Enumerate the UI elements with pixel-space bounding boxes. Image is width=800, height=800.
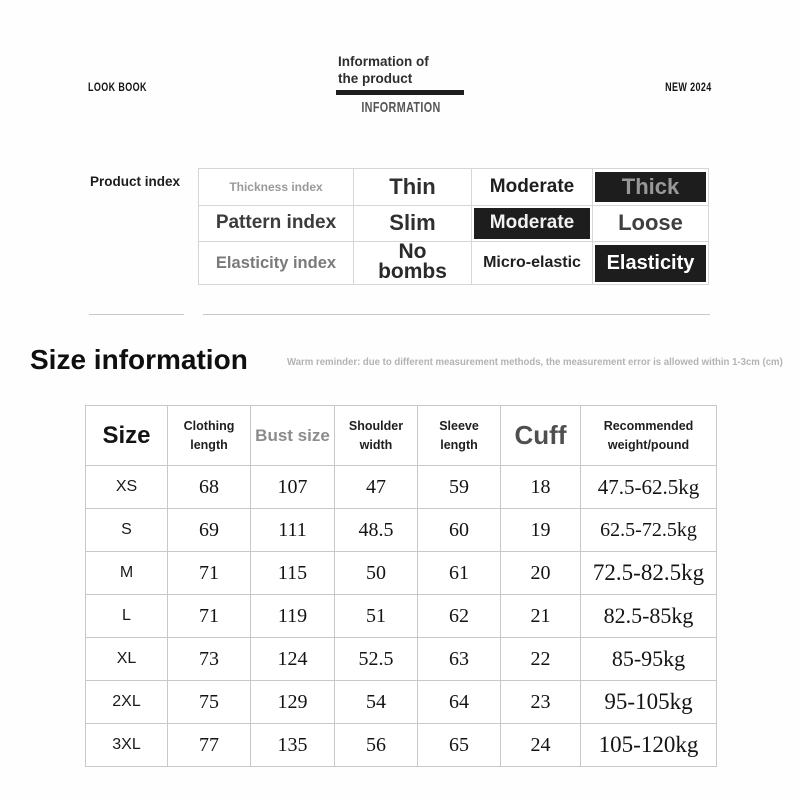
- header-title-block: [336, 53, 466, 116]
- size-value-cell: 60: [418, 509, 501, 552]
- header-title-line2: the product: [338, 71, 413, 86]
- size-value-cell: 95-105kg: [581, 681, 717, 724]
- size-value-cell: 111: [251, 509, 335, 552]
- size-value-cell: 124: [251, 638, 335, 681]
- index-option-label: Thin: [389, 173, 436, 199]
- size-table-header-cell: Sleeve length: [418, 406, 501, 466]
- size-value-cell: 119: [251, 595, 335, 638]
- index-option-selected: [472, 205, 593, 242]
- size-value-cell: 23: [501, 681, 581, 724]
- size-value-cell: 77: [168, 724, 251, 767]
- index-option-label: Micro-elastic: [483, 254, 581, 272]
- index-option: [472, 242, 593, 285]
- size-label-cell: L: [86, 595, 168, 638]
- size-table-row: [86, 638, 717, 681]
- size-reminder-text: Warm reminder: due to different measurement methods, the measurement error is allowed within 1-3cm (cm): [287, 357, 783, 368]
- product-index-table: [198, 168, 709, 285]
- product-index-row: [199, 205, 709, 242]
- index-option-selected: [593, 242, 709, 285]
- index-option-label: Loose: [618, 210, 683, 236]
- index-option: [354, 205, 472, 242]
- divider-short: [89, 314, 184, 315]
- size-label-cell: S: [86, 509, 168, 552]
- divider-long: [203, 314, 710, 315]
- index-option-label: Slim: [389, 210, 436, 236]
- size-value-cell: 75: [168, 681, 251, 724]
- size-value-cell: 62.5-72.5kg: [581, 509, 717, 552]
- size-value-cell: 24: [501, 724, 581, 767]
- size-label-cell: XS: [86, 466, 168, 509]
- size-value-cell: 18: [501, 466, 581, 509]
- title-underline-bar: [336, 90, 464, 95]
- index-name-cell: Thickness index: [199, 169, 354, 206]
- size-label-cell: XL: [86, 638, 168, 681]
- index-option: [354, 242, 472, 285]
- product-index-label: Product index: [90, 174, 181, 189]
- size-table-head: [86, 406, 717, 466]
- size-label-cell: M: [86, 552, 168, 595]
- size-table-body: [86, 466, 717, 767]
- size-table-header-cell: Cuff: [501, 406, 581, 466]
- index-option-label: Elasticity: [595, 245, 706, 282]
- size-value-cell: 107: [251, 466, 335, 509]
- lookbook-label: LOOK BOOK: [88, 82, 147, 94]
- size-table-row: [86, 724, 717, 767]
- index-option: [472, 169, 593, 206]
- index-option-label: Thick: [595, 172, 706, 203]
- size-value-cell: 48.5: [335, 509, 418, 552]
- size-table-header-cell: Clothing length: [168, 406, 251, 466]
- size-label-cell: 2XL: [86, 681, 168, 724]
- size-table-row: [86, 466, 717, 509]
- size-label-cell: 3XL: [86, 724, 168, 767]
- size-table: [85, 405, 717, 767]
- size-table-header-row: [86, 406, 717, 466]
- new-2024-label: NEW 2024: [665, 82, 712, 94]
- product-index-body: [199, 169, 709, 285]
- size-value-cell: 21: [501, 595, 581, 638]
- index-option: [593, 205, 709, 242]
- size-value-cell: 129: [251, 681, 335, 724]
- index-option-label: Moderate: [489, 175, 575, 197]
- size-value-cell: 56: [335, 724, 418, 767]
- size-table-row: [86, 595, 717, 638]
- size-value-cell: 115: [251, 552, 335, 595]
- size-value-cell: 82.5-85kg: [581, 595, 717, 638]
- index-option-selected: [593, 169, 709, 206]
- size-value-cell: 69: [168, 509, 251, 552]
- size-value-cell: 68: [168, 466, 251, 509]
- size-value-cell: 71: [168, 552, 251, 595]
- size-value-cell: 22: [501, 638, 581, 681]
- size-value-cell: 51: [335, 595, 418, 638]
- size-value-cell: 63: [418, 638, 501, 681]
- size-value-cell: 47.5-62.5kg: [581, 466, 717, 509]
- size-value-cell: 61: [418, 552, 501, 595]
- size-table-header-cell: Size: [86, 406, 168, 466]
- size-table-header-cell: Recommended weight/pound: [581, 406, 717, 466]
- size-value-cell: 65: [418, 724, 501, 767]
- index-name-cell: Elasticity index: [199, 242, 354, 285]
- size-value-cell: 62: [418, 595, 501, 638]
- size-table-row: [86, 552, 717, 595]
- size-value-cell: 135: [251, 724, 335, 767]
- size-table-row: [86, 509, 717, 552]
- header-title-line1: Information of: [338, 54, 429, 69]
- size-value-cell: 19: [501, 509, 581, 552]
- size-section-title: Size information: [30, 344, 248, 375]
- size-value-cell: 59: [418, 466, 501, 509]
- size-value-cell: 50: [335, 552, 418, 595]
- size-value-cell: 54: [335, 681, 418, 724]
- product-index-row: [199, 169, 709, 206]
- size-value-cell: 73: [168, 638, 251, 681]
- size-value-cell: 52.5: [335, 638, 418, 681]
- header-subtitle: INFORMATION: [361, 98, 441, 116]
- size-value-cell: 20: [501, 552, 581, 595]
- size-value-cell: 72.5-82.5kg: [581, 552, 717, 595]
- size-table-header-cell: Shoulder width: [335, 406, 418, 466]
- size-table-row: [86, 681, 717, 724]
- size-value-cell: 85-95kg: [581, 638, 717, 681]
- index-option-label: Moderate: [474, 208, 590, 239]
- size-value-cell: 105-120kg: [581, 724, 717, 767]
- size-value-cell: 71: [168, 595, 251, 638]
- size-table-header-cell: Bust size: [251, 406, 335, 466]
- size-value-cell: 47: [335, 466, 418, 509]
- size-value-cell: 64: [418, 681, 501, 724]
- index-option-label: No bombs: [378, 240, 447, 284]
- index-option: [354, 169, 472, 206]
- index-name-cell: Pattern index: [199, 205, 354, 242]
- product-index-row: [199, 242, 709, 285]
